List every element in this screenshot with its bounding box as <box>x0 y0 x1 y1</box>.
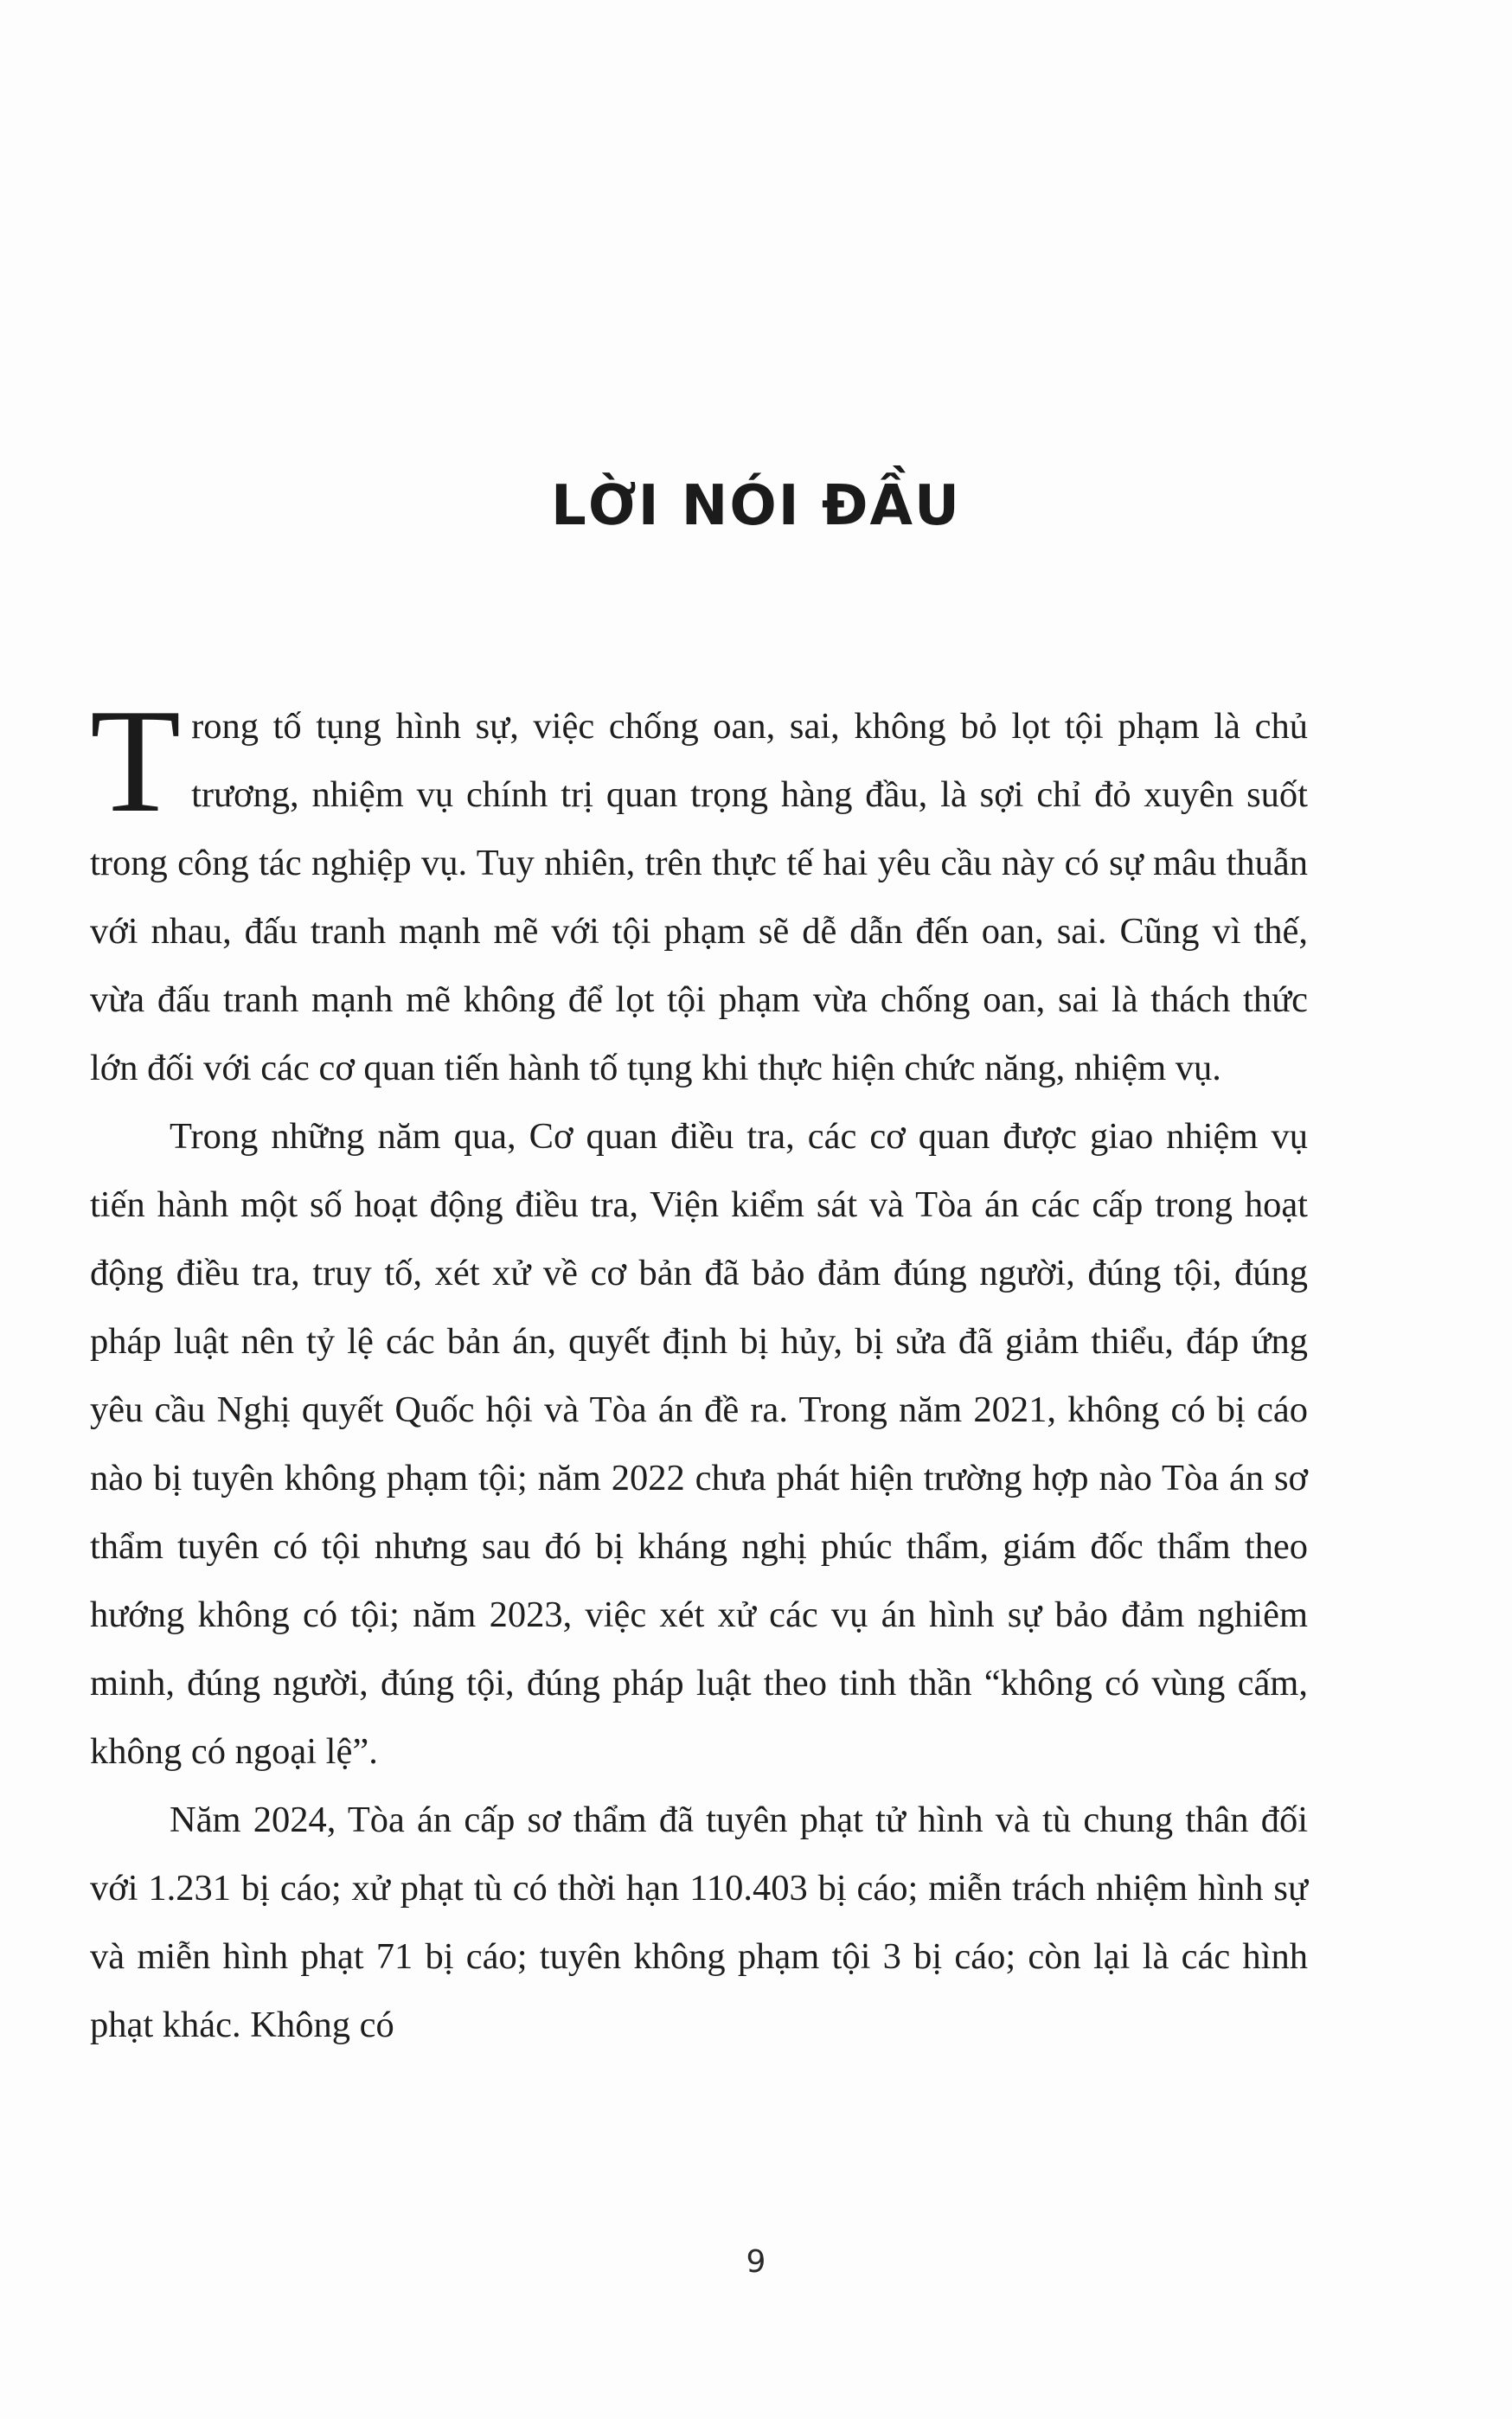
body-text <box>90 679 1308 2059</box>
paragraph-1 <box>90 679 1308 1102</box>
page-title: LỜI NÓI ĐẦU <box>551 474 961 538</box>
paragraph-1-text: rong tố tụng hình sự, việc chống oan, sai, không bỏ lọt tội phạm là chủ trương, nhiệm vụ chính trị quan trọng hàng đầu, là sợi chỉ đỏ xuyên suốt trong công tác nghiệp vụ. Tuy nhiên, trên thực tế hai yêu cầu này có sự mâu thuẫn với nhau, đấu tranh mạnh mẽ với tội phạm sẽ dễ dẫn đến oan, sai. Cũng vì thế, vừa đấu tranh mạnh mẽ không để lọt tội phạm vừa chống oan, sai là thách thức lớn đối với các cơ quan tiến hành tố tụng khi thực hiện chức năng, nhiệm vụ. <box>90 706 1308 1088</box>
drop-cap: T <box>90 679 182 844</box>
paragraph-2: Trong những năm qua, Cơ quan điều tra, các cơ quan được giao nhiệm vụ tiến hành một số hoạt động điều tra, Viện kiểm sát và Tòa án các cấp trong hoạt động điều tra, truy tố, xét xử về cơ bản đã bảo đảm đúng người, đúng tội, đúng pháp luật nên tỷ lệ các bản án, quyết định bị hủy, bị sửa đã giảm thiểu, đáp ứng yêu cầu Nghị quyết Quốc hội và Tòa án đề ra. Trong năm 2021, không có bị cáo nào bị tuyên không phạm tội; năm 2022 chưa phát hiện trường hợp nào Tòa án sơ thẩm tuyên có tội nhưng sau đó bị kháng nghị phúc thẩm, giám đốc thẩm theo hướng không có tội; năm 2023, việc xét xử các vụ án hình sự bảo đảm nghiêm minh, đúng người, đúng tội, đúng pháp luật theo tinh thần “không có vùng cấm, không có ngoại lệ”. <box>90 1116 1308 1772</box>
paragraph-3: Năm 2024, Tòa án cấp sơ thẩm đã tuyên phạt tử hình và tù chung thân đối với 1.231 bị cáo; xử phạt tù có thời hạn 110.403 bị cáo; miễn trách nhiệm hình sự và miễn hình phạt 71 bị cáo; tuyên không phạm tội 3 bị cáo; còn lại là các hình phạt khác. Không có <box>90 1800 1308 2045</box>
page-number: 9 <box>746 2244 766 2280</box>
